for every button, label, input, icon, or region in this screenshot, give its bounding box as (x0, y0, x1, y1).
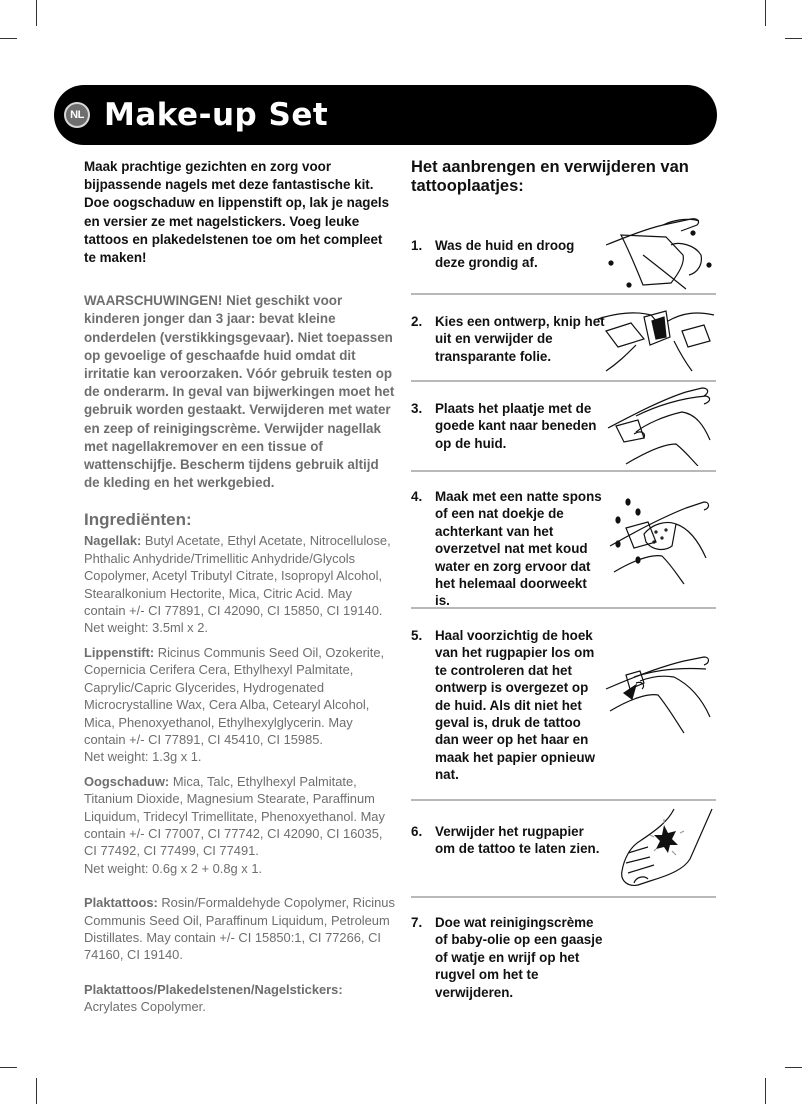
hand-placing-tattoo-icon (606, 386, 716, 466)
right-column (411, 158, 716, 1001)
ingredient-list: Mica, Talc, Ethylhexyl Palmitate, Titanium Dioxide, Magnesium Stearate, Paraffinum Liquidum, Tridecyl Trimellitate, Phenoxyethanol. May contain +/- CI 77007, CI 77742, CI 42090, CI 16035, CI 77492, CI 77499, CI 77491. (84, 773, 385, 859)
intro-text: Maak prachtige gezichten en zorg voor bijpassende nagels met deze fantastische kit. Doe oogschaduw en lippenstift op, lak je nagels en versier ze met nagelstickers. Voeg leuke tattoos en plakedelstenen toe om het compleet te maken! (84, 159, 390, 266)
hands-drying-towel-icon (601, 215, 716, 291)
net-weight: Net weight: 1.3g x 1. (84, 749, 202, 765)
ingredient-list: Butyl Acetate, Ethyl Acetate, Nitrocellulose, Phthalic Anhydride/Trimellitic Anhydride/Glycols Copolymer, Acetyl Tributyl Citrate, Isopropyl Alcohol, Stearalkonium Hectorite, Mica, Citric Acid. May contain +/- CI 77891, CI 42090, CI 15850, CI 19140. (84, 533, 391, 619)
ingredient-label: Nagellak: (84, 533, 142, 549)
step-3 (411, 382, 716, 472)
crop-mark (0, 1067, 17, 1068)
ingredient-lipstick (84, 644, 396, 766)
step-number: 3. (411, 401, 423, 416)
crop-mark (785, 1067, 802, 1068)
crop-mark (36, 0, 37, 26)
title-banner (54, 85, 717, 145)
step-number: 5. (411, 628, 423, 643)
step-5 (411, 609, 716, 801)
ingredient-label: Plaktattoos: (84, 895, 158, 911)
ingredient-nail-polish (84, 532, 396, 636)
crop-mark (36, 1078, 37, 1104)
warning-text: WAARSCHUWINGEN! Niet geschikt voor kinderen jonger dan 3 jaar: bevat kleine onderdelen (verstikkingsgevaar). Niet toepassen op gevoelige of geschaafde huid omdat dit irritatie kan veroorzaken. Vóór gebruik testen op de onderarm. In geval van bijwerkingen moet het gebruik worden gestaakt. Verwijderen met water en zeep of reinigingscrème. Verwijder nagellak met nagellakremover en een tissue of wattenschijfje. Bescherm tijdens gebruik altijd de kleding en het werkgebied. (84, 293, 395, 491)
step-number: 6. (411, 824, 423, 839)
step-1 (411, 211, 716, 295)
hand-lifting-corner-icon (604, 655, 716, 745)
crop-mark (765, 0, 766, 26)
step-number: 7. (411, 915, 423, 930)
crop-mark (0, 38, 17, 39)
step-text: Haal voorzichtig de hoek van het rugpapier los om te controleren dat het ontwerp is overgezet op de huid. Als dit niet het geval is, druk de tattoo dan weer op het haar en maak het papier opnieuw nat. (435, 628, 595, 783)
ingredient-tattoos (84, 894, 396, 964)
step-text: Maak met een natte spons of een nat doekje de achterkant van het overzetvel nat met koud water en zorg ervoor dat het helemaal doorweekt is. (435, 489, 602, 609)
ingredient-eyeshadow (84, 773, 396, 877)
ingredient-label: Plaktattoos/Plakedelstenen/Nagelstickers: (84, 981, 343, 997)
hand-wetting-sponge-icon (606, 494, 716, 586)
ingredient-stickers (84, 981, 396, 1016)
step-number: 1. (411, 238, 423, 253)
ingredient-label: Lippenstift: (84, 644, 155, 660)
step-number: 4. (411, 489, 423, 504)
net-weight: Net weight: 0.6g x 2 + 0.8g x 1. (84, 860, 263, 876)
ingredient-label: Oogschaduw: (84, 773, 170, 789)
step-text: Verwijder het rugpapier om de tattoo te laten zien. (435, 824, 600, 857)
step-4 (411, 472, 716, 609)
step-text: Was de huid en droog deze grondig af. (435, 238, 575, 271)
instructions-heading: Het aanbrengen en verwijderen van tattooplaatjes: (411, 158, 689, 195)
ingredient-list: Rosin/Formaldehyde Copolymer, Ricinus Communis Seed Oil, Paraffinum Liquidum, Petroleum Distillates. May contain +/- CI 15850:1, CI 77266, CI 74160, CI 19140. (84, 895, 395, 963)
step-text: Doe wat reinigingscrème of baby-olie op een gaasje of watje en wrijf op het rugvel om het te verwijderen. (435, 915, 603, 1000)
ingredient-list: Acrylates Copolymer. (84, 999, 206, 1015)
hands-peeling-film-icon (596, 301, 716, 373)
crop-mark (765, 1078, 766, 1104)
ingredient-list: Ricinus Communis Seed Oil, Ozokerite, Copernicia Cerifera Cera, Ethylhexyl Palmitate, Caprylic/Capric Glycerides, Hydrogenated Microcrystalline Wax, Cera Alba, Cetearyl Alcohol, Mica, Phenoxyethanol, Ethylhexylglycerin. May contain +/- CI 77891, CI 45410, CI 15985. (84, 644, 385, 747)
page-title: Make-up Set (104, 97, 329, 133)
step-number: 2. (411, 314, 423, 329)
language-badge: NL (64, 102, 90, 128)
ingredients-heading: Ingrediënten: (84, 510, 192, 530)
hand-star-tattoo-icon (620, 807, 716, 891)
crop-mark (785, 38, 802, 39)
net-weight: Net weight: 3.5ml x 2. (84, 620, 208, 636)
step-2 (411, 295, 716, 382)
step-6 (411, 801, 716, 898)
step-7 (411, 898, 716, 1001)
step-text: Plaats het plaatje met de goede kant naar beneden op de huid. (435, 401, 597, 451)
step-text: Kies een ontwerp, knip het uit en verwijder de transparante folie. (435, 314, 605, 364)
left-column (84, 158, 396, 1023)
